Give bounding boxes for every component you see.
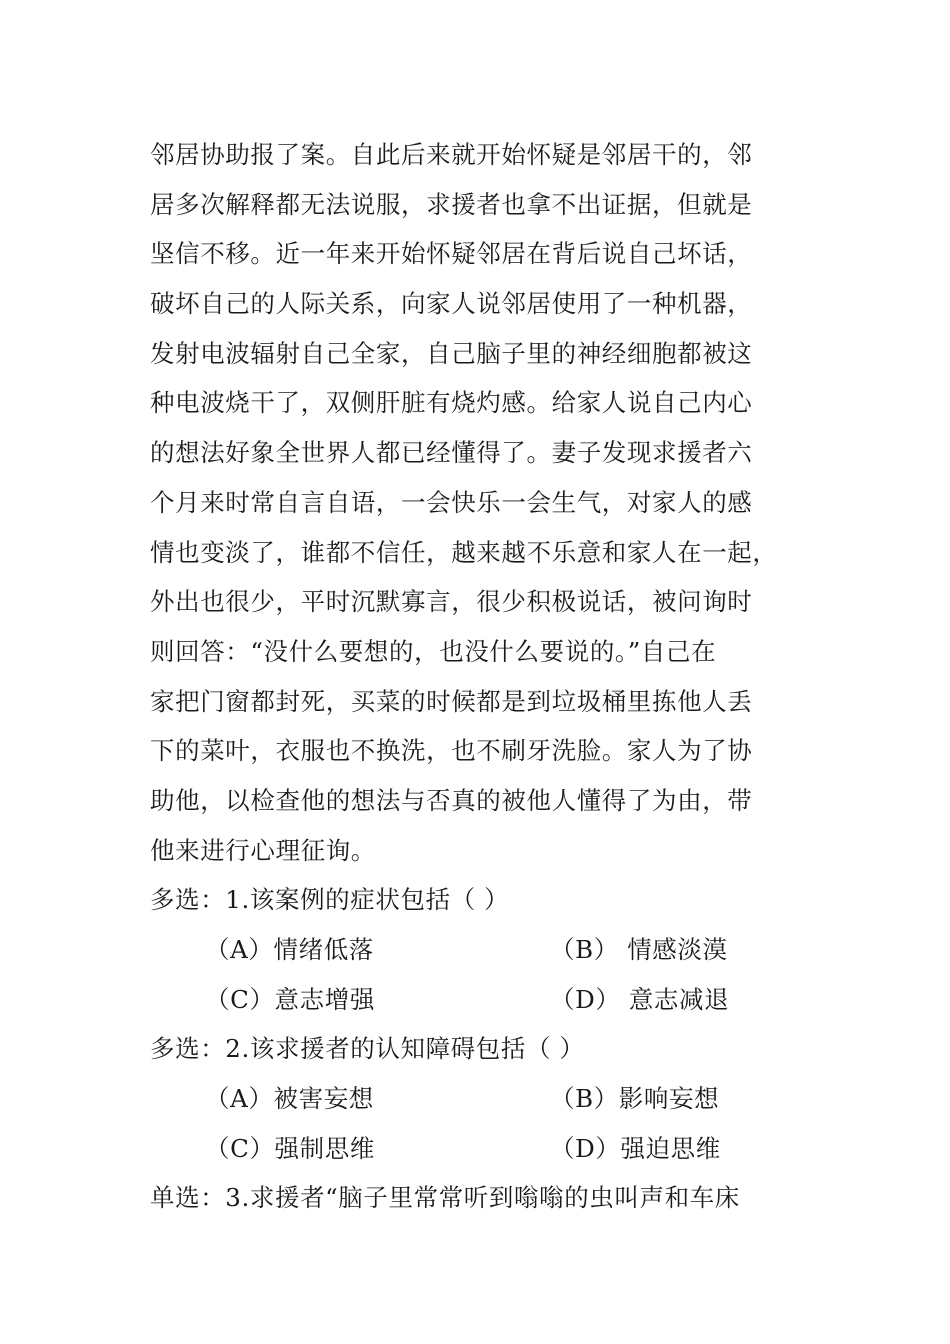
passage-line: 破坏自己的人际关系，向家人说邻居使用了一种机器， xyxy=(150,289,753,319)
question-stem: 多选：1.该案例的症状包括（ ） xyxy=(150,885,510,915)
question-stem: 单选：3.求援者“脑子里常常听到嗡嗡的虫叫声和车床 xyxy=(150,1183,740,1213)
options-row xyxy=(150,975,850,1025)
passage-line: 则回答：“没什么要想的，也没什么要说的。”自己在 xyxy=(150,636,717,666)
case-passage xyxy=(150,130,850,875)
option-a: （A）被害妄想 xyxy=(205,1084,374,1114)
passage-line: 外出也很少，平时沉默寡言，很少积极说话，被问询时 xyxy=(150,587,753,617)
option-d: （D）强迫思维 xyxy=(550,1133,721,1163)
passage-line: 发射电波辐射自己全家，自己脑子里的神经细胞都被这 xyxy=(150,338,753,368)
option-a: （A）情绪低落 xyxy=(205,935,374,964)
question-2 xyxy=(150,1024,850,1173)
document-body xyxy=(150,130,850,1223)
option-c: （C）意志增强 xyxy=(205,984,375,1014)
options-row xyxy=(150,925,850,975)
passage-line: 助他，以检查他的想法与否真的被他人懂得了为由，带 xyxy=(150,785,753,815)
question-3 xyxy=(150,1173,850,1223)
passage-line: 情也变淡了，谁都不信任，越来越不乐意和家人在一起， xyxy=(150,537,778,567)
passage-line: 坚信不移。近一年来开始怀疑邻居在背后说自己坏话， xyxy=(150,239,753,269)
options-row xyxy=(150,1074,850,1124)
options-row xyxy=(150,1124,850,1174)
passage-line: 居多次解释都无法说服，求援者也拿不出证据，但就是 xyxy=(150,189,753,219)
passage-line: 家把门窗都封死，买菜的时候都是到垃圾桶里拣他人丢 xyxy=(150,686,753,716)
passage-line: 个月来时常自言自语，一会快乐一会生气，对家人的感 xyxy=(150,487,753,517)
option-b: （B）影响妄想 xyxy=(550,1084,720,1114)
passage-line: 下的菜叶，衣服也不换洗，也不刷牙洗脸。家人为了协 xyxy=(150,736,753,766)
passage-line: 邻居协助报了案。自此后来就开始怀疑是邻居干的，邻 xyxy=(150,140,753,169)
passage-line: 种电波烧干了，双侧肝脏有烧灼感。给家人说自己内心 xyxy=(150,388,753,418)
option-c: （C）强制思维 xyxy=(205,1133,375,1163)
question-1 xyxy=(150,875,850,1024)
option-b: （B） 情感淡漠 xyxy=(550,935,728,964)
question-stem: 多选：2.该求援者的认知障碍包括（ ） xyxy=(150,1034,585,1064)
option-d: （D） 意志减退 xyxy=(550,984,730,1014)
passage-line: 他来进行心理征询。 xyxy=(150,835,376,865)
passage-line: 的想法好象全世界人都已经懂得了。妻子发现求援者六 xyxy=(150,438,753,468)
